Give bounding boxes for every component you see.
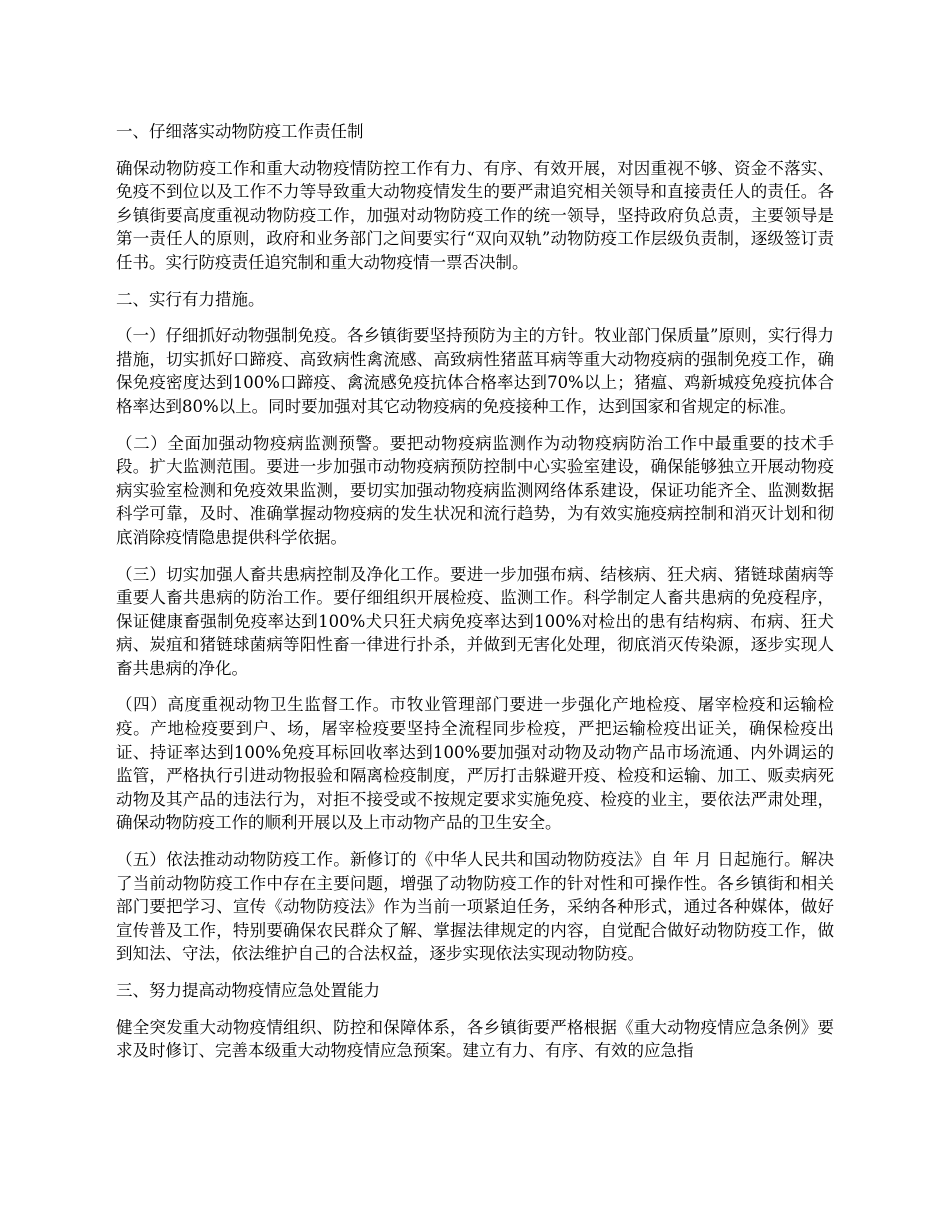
paragraph: （二）全面加强动物疫病监测预警。要把动物疫病监测作为动物疫病防治工作中最重要的技术手段。扩大监测范围。要进一步加强市动物疫病预防控制中心实验室建设，确保能够独立开展动物疫病实验室检测和免疫效果监测，要切实加强动物疫病监测网络体系建设，保证功能齐全、监测数据科学可靠，及时、准确掌握动物疫病的发生状况和流行趋势，为有效实施疫病控制和消灭计划和彻底消除疫情隐患提供科学依据。 [116,433,834,547]
paragraph: （三）切实加强人畜共患病控制及净化工作。要进一步加强布病、结核病、狂犬病、猪链球菌病等重要人畜共患病的防治工作。要仔细组织开展检疫、监测工作。科学制定人畜共患病的免疫程序，保证健康畜强制免疫率达到100%犬只狂犬病免疫率达到100%对检出的患有结构病、布病、狂犬病、炭疽和猪链球菌病等阳性畜一律进行扑杀，并做到无害化处理，彻底消灭传染源，逐步实现人畜共患病的净化。 [116,564,834,678]
paragraph: （四）高度重视动物卫生监督工作。市牧业管理部门要进一步强化产地检疫、屠宰检疫和运输检疫。产地检疫要到户、场，屠宰检疫要坚持全流程同步检疫，严把运输检疫出证关，确保检疫出证、持证率达到100%免疫耳标回收率达到100%要加强对动物及动物产品市场流通、内外调运的监管，严格执行引进动物报验和隔离检疫制度，严厉打击躲避开疫、检疫和运输、加工、贩卖病死动物及其产品的违法行为，对拒不接受或不按规定要求实施免疫、检疫的业主，要依法严肃处理，确保动物防疫工作的顺利开展以及上市动物产品的卫生安全。 [116,695,834,833]
paragraph: （一）仔细抓好动物强制免疫。各乡镇街要坚持预防为主的方针。牧业部门保质量”原则，实行得力措施，切实抓好口蹄疫、高致病性禽流感、高致病性猪蓝耳病等重大动物疫病的强制免疫工作，确保免疫密度达到100%口蹄疫、禽流感免疫抗体合格率达到70%以上；猪瘟、鸡新城疫免疫抗体合格率达到80%以上。同时要加强对其它动物疫病的免疫接种工作，达到国家和省规定的标准。 [116,326,834,416]
paragraph: （五）依法推动动物防疫工作。新修订的《中华人民共和国动物防疫法》自 年 月 日起施行。解决了当前动物防疫工作中存在主要问题，增强了动物防疫工作的针对性和可操作性。各乡镇街和相关部门要把学习、宣传《动物防疫法》作为当前一项紧迫任务，采纳各种形式，通过各种媒体，做好宣传普及工作，特别要确保农民群众了解、掌握法律规定的内容，自觉配合做好动物防疫工作，做到知法、守法，依法维护自己的合法权益，逐步实现依法实现动物防疫。 [116,850,834,964]
section-heading-2: 二、实行有力措施。 [116,289,265,309]
section-heading-3: 三、努力提高动物疫情应急处置能力 [116,981,380,1000]
section-heading-1: 一、仔细落实动物防疫工作责任制 [116,122,364,141]
paragraph: 确保动物防疫工作和重大动物疫情防控工作有力、有序、有效开展，对因重视不够、资金不落实、免疫不到位以及工作不力等导致重大动物疫情发生的要严肃追究相关领导和直接责任人的责任。各乡镇街要高度重视动物防疫工作，加强对动物防疫工作的统一领导，坚持政府负总责，主要领导是第一责任人的原则，政府和业务部门之间要实行“双向双轨”动物防疫工作层级负责制，逐级签订责任书。实行防疫责任追究制和重大动物疫情一票否决制。 [116,158,834,272]
paragraph: 健全突发重大动物疫情组织、防控和保障体系，各乡镇街要严格根据《重大动物疫情应急条例》要求及时修订、完善本级重大动物疫情应急预案。建立有力、有序、有效的应急指 [116,1017,834,1061]
document-body [116,120,834,1076]
